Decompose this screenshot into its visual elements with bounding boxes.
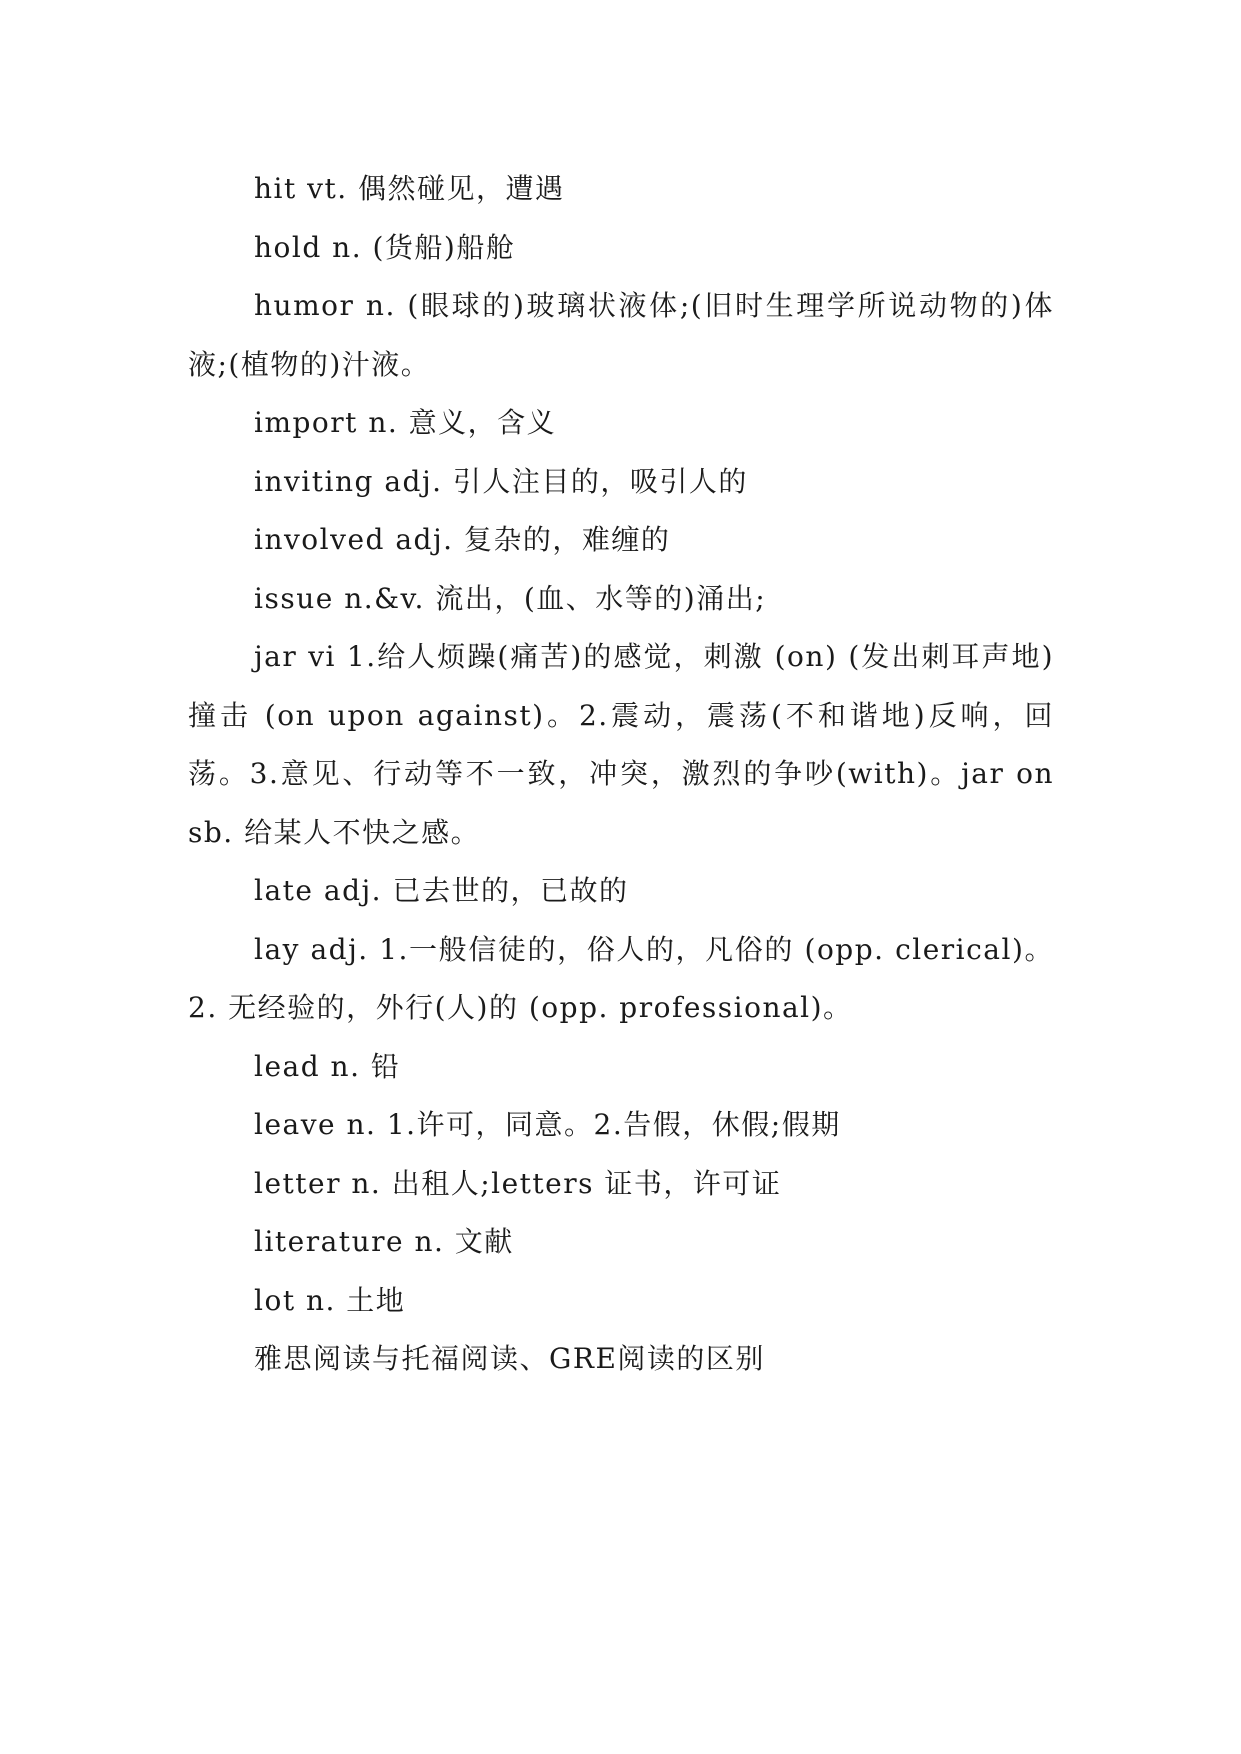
entry-humor: humor n. (眼球的)玻璃状液体;(旧时生理学所说动物的)体液;(植物的)汁液。 bbox=[188, 289, 1054, 381]
section-heading: 雅思阅读与托福阅读、GRE阅读的区别 bbox=[254, 1342, 765, 1375]
entry-leave: leave n. 1.许可，同意。2.告假，休假;假期 bbox=[254, 1108, 841, 1141]
entry-late: late adj. 已去世的，已故的 bbox=[254, 874, 629, 907]
entry-issue: issue n.&v. 流出，(血、水等的)涌出; bbox=[254, 581, 767, 615]
entry-involved: involved adj. 复杂的，难缠的 bbox=[254, 523, 671, 556]
entry-lot: lot n. 土地 bbox=[254, 1283, 406, 1317]
entry-hold: hold n. (货船)船舱 bbox=[254, 230, 516, 264]
vocabulary-list bbox=[188, 160, 1054, 1389]
entry-inviting: inviting adj. 引人注目的，吸引人的 bbox=[254, 464, 748, 498]
entry-import: import n. 意义，含义 bbox=[254, 406, 557, 439]
entry-hit: hit vt. 偶然碰见，遭遇 bbox=[254, 172, 565, 205]
entry-lay: lay adj. 1.一般信徒的，俗人的，凡俗的 (opp. clerical)。2. 无经验的，外行(人)的 (opp. professional)。 bbox=[188, 932, 1054, 1024]
entry-jar: jar vi 1.给人烦躁(痛苦)的感觉，刺激 (on) (发出刺耳声地)撞击 (on upon against)。2.震动，震荡(不和谐地)反响，回荡。3.意见、行动等不一致，冲突，激烈的争吵(with)。jar on sb. 给某人不快之感。 bbox=[188, 640, 1054, 849]
entry-lead: lead n. 铅 bbox=[254, 1049, 401, 1083]
entry-literature: literature n. 文献 bbox=[254, 1225, 514, 1258]
entry-letter: letter n. 出租人;letters 证书，许可证 bbox=[254, 1166, 782, 1200]
